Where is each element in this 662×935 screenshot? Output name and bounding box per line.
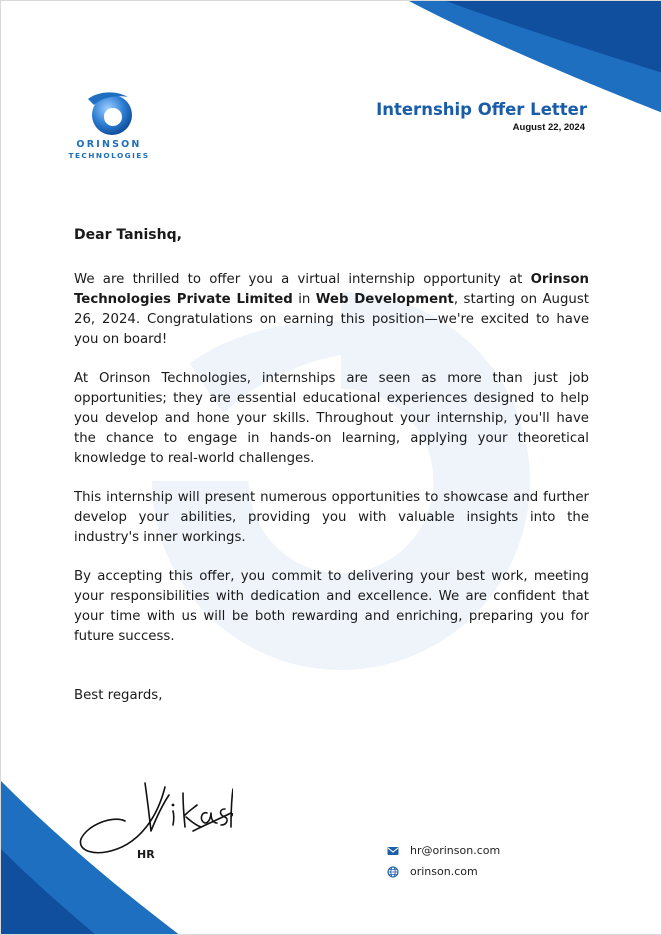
logo-wordmark: ORINSON — [76, 139, 142, 150]
paragraph-offer — [74, 270, 589, 350]
logo-subtitle: TECHNOLOGIES — [68, 151, 150, 160]
paragraph-offer-text-1: We are thrilled to offer you a virtual internship opportunity at — [74, 272, 531, 287]
contact-email[interactable] — [387, 844, 500, 857]
paragraph-offer-text-2: in — [292, 292, 316, 307]
email-address[interactable]: hr@orinson.com — [410, 844, 501, 857]
company-logo — [67, 89, 151, 160]
internship-domain: Web Development — [315, 292, 454, 307]
paragraph-opportunities: This internship will present numerous opportunities to showcase and further develop your abilities, providing you with valuable insights into the industry's inner workings. — [74, 490, 589, 545]
globe-icon — [387, 866, 399, 878]
company-name: Orinson Technologies Private Limited — [74, 272, 589, 307]
signatory-title: HR — [137, 848, 155, 861]
mail-icon — [387, 845, 399, 857]
document-title: Internship Offer Letter — [376, 100, 587, 119]
contact-website[interactable] — [387, 865, 478, 878]
paragraph-offer-text-3: , starting on August 26, 2024. Congratulations on earning this position—we're excited to have you on board! — [74, 292, 589, 347]
orinson-logo-icon — [82, 89, 136, 137]
closing: Best regards, — [74, 688, 163, 703]
website-url[interactable]: orinson.com — [410, 865, 478, 878]
salutation: Dear Tanishq, — [74, 227, 182, 243]
letter-date: August 22, 2024 — [512, 122, 585, 133]
paragraph-commitment: By accepting this offer, you commit to delivering your best work, meeting your responsibilities with dedication and excellence. We are confident that your time with us will be both rewarding and enriching, preparing you for future success. — [74, 569, 589, 644]
paragraph-about-internship: At Orinson Technologies, internships are seen as more than just job opportunities; they are essential educational experiences designed to help you develop and hone your skills. Throughout your internship, you'll have the chance to engage in hands-on learning, applying your theoretical knowledge to real-world challenges. — [74, 371, 589, 466]
letter-body — [74, 225, 589, 706]
